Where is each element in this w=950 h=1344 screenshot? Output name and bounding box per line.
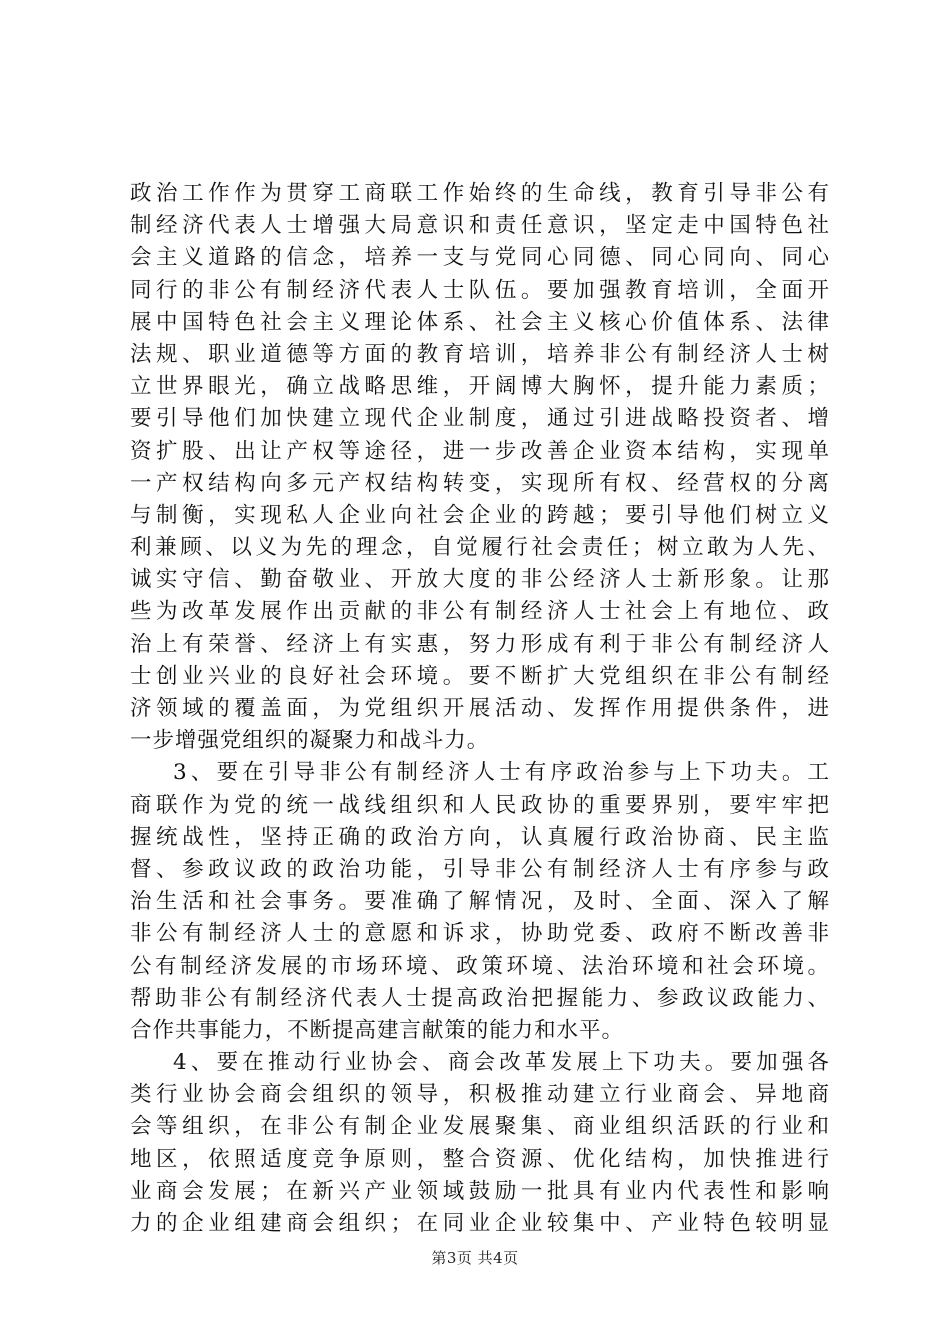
- text-line: 制经济代表人士增强大局意识和责任意识，坚定走中国特色社: [130, 213, 830, 239]
- text-line: 一产权结构向多元产权结构转变，实现所有权、经营权的分离: [130, 470, 830, 496]
- text-line: 济领域的覆盖面，为党组织开展活动、发挥作用提供条件，进: [130, 696, 830, 721]
- text-line: 力的企业组建商会组织；在同业企业较集中、产业特色较明显: [130, 1211, 830, 1236]
- text-line: 些为改革发展作出贡献的非公有制经济人士社会上有地位、政: [130, 599, 830, 625]
- paragraph-end-line: 合作共事能力，不断提高建言献策的能力和水平。: [130, 1017, 624, 1043]
- page-number-footer: 第3页 共4页: [431, 1249, 519, 1267]
- section-heading-line: 3、要在引导非公有制经济人士有序政治参与上下功夫。工: [173, 760, 830, 786]
- text-line: 展中国特色社会主义理论体系、社会主义核心价值体系、法律: [130, 309, 830, 335]
- text-line: 利兼顾、以义为先的理念，自觉履行社会责任；树立敢为人先、: [130, 535, 830, 561]
- text-line: 政治工作作为贯穿工商联工作始终的生命线，教育引导非公有: [130, 181, 830, 206]
- text-line: 资扩股、出让产权等途径，进一步改善企业资本结构，实现单: [130, 438, 830, 464]
- text-line: 治上有荣誉、经济上有实惠，努力形成有利于非公有制经济人: [130, 631, 830, 657]
- paragraph-end-line: 一步增强党组织的凝聚力和战斗力。: [130, 728, 490, 754]
- text-line: 要引导他们加快建立现代企业制度，通过引进战略投资者、增: [130, 406, 830, 432]
- text-line: 非公有制经济人士的意愿和诉求，协助党委、政府不断改善非: [130, 921, 830, 947]
- text-line: 士创业兴业的良好社会环境。要不断扩大党组织在非公有制经: [130, 663, 830, 689]
- text-line: 商联作为党的统一战线组织和人民政协的重要界别，要牢牢把: [130, 792, 830, 818]
- text-line: 与制衡，实现私人企业向社会企业的跨越；要引导他们树立义: [130, 502, 830, 528]
- text-line: 帮助非公有制经济代表人士提高政治把握能力、参政议政能力、: [130, 985, 830, 1011]
- text-line: 类行业协会商会组织的领导，积极推动建立行业商会、异地商: [130, 1082, 830, 1108]
- text-line: 地区，依照适度竞争原则，整合资源、优化结构，加快推进行: [130, 1146, 830, 1172]
- text-line: 业商会发展；在新兴产业领域鼓励一批具有业内代表性和影响: [130, 1178, 830, 1204]
- text-line: 会主义道路的信念，培养一支与党同心同德、同心同向、同心: [130, 245, 830, 271]
- text-line: 督、参政议政的政治功能，引导非公有制经济人士有序参与政: [130, 856, 830, 882]
- document-body: [130, 178, 830, 1240]
- text-line: 法规、职业道德等方面的教育培训，培养非公有制经济人士树: [130, 341, 830, 367]
- text-line: 诚实守信、勤奋敬业、开放大度的非公经济人士新形象。让那: [130, 567, 830, 593]
- text-line: 同行的非公有制经济代表人士队伍。要加强教育培训，全面开: [130, 277, 830, 303]
- text-line: 握统战性，坚持正确的政治方向，认真履行政治协商、民主监: [130, 824, 830, 850]
- text-line: 立世界眼光，确立战略思维，开阔博大胸怀，提升能力素质；: [130, 374, 830, 400]
- section-heading-line: 4、要在推动行业协会、商会改革发展上下功夫。要加强各: [173, 1050, 830, 1076]
- text-line: 治生活和社会事务。要准确了解情况，及时、全面、深入了解: [130, 889, 830, 915]
- text-line: 公有制经济发展的市场环境、政策环境、法治环境和社会环境。: [130, 953, 830, 979]
- text-line: 会等组织，在非公有制企业发展聚集、商业组织活跃的行业和: [130, 1114, 830, 1140]
